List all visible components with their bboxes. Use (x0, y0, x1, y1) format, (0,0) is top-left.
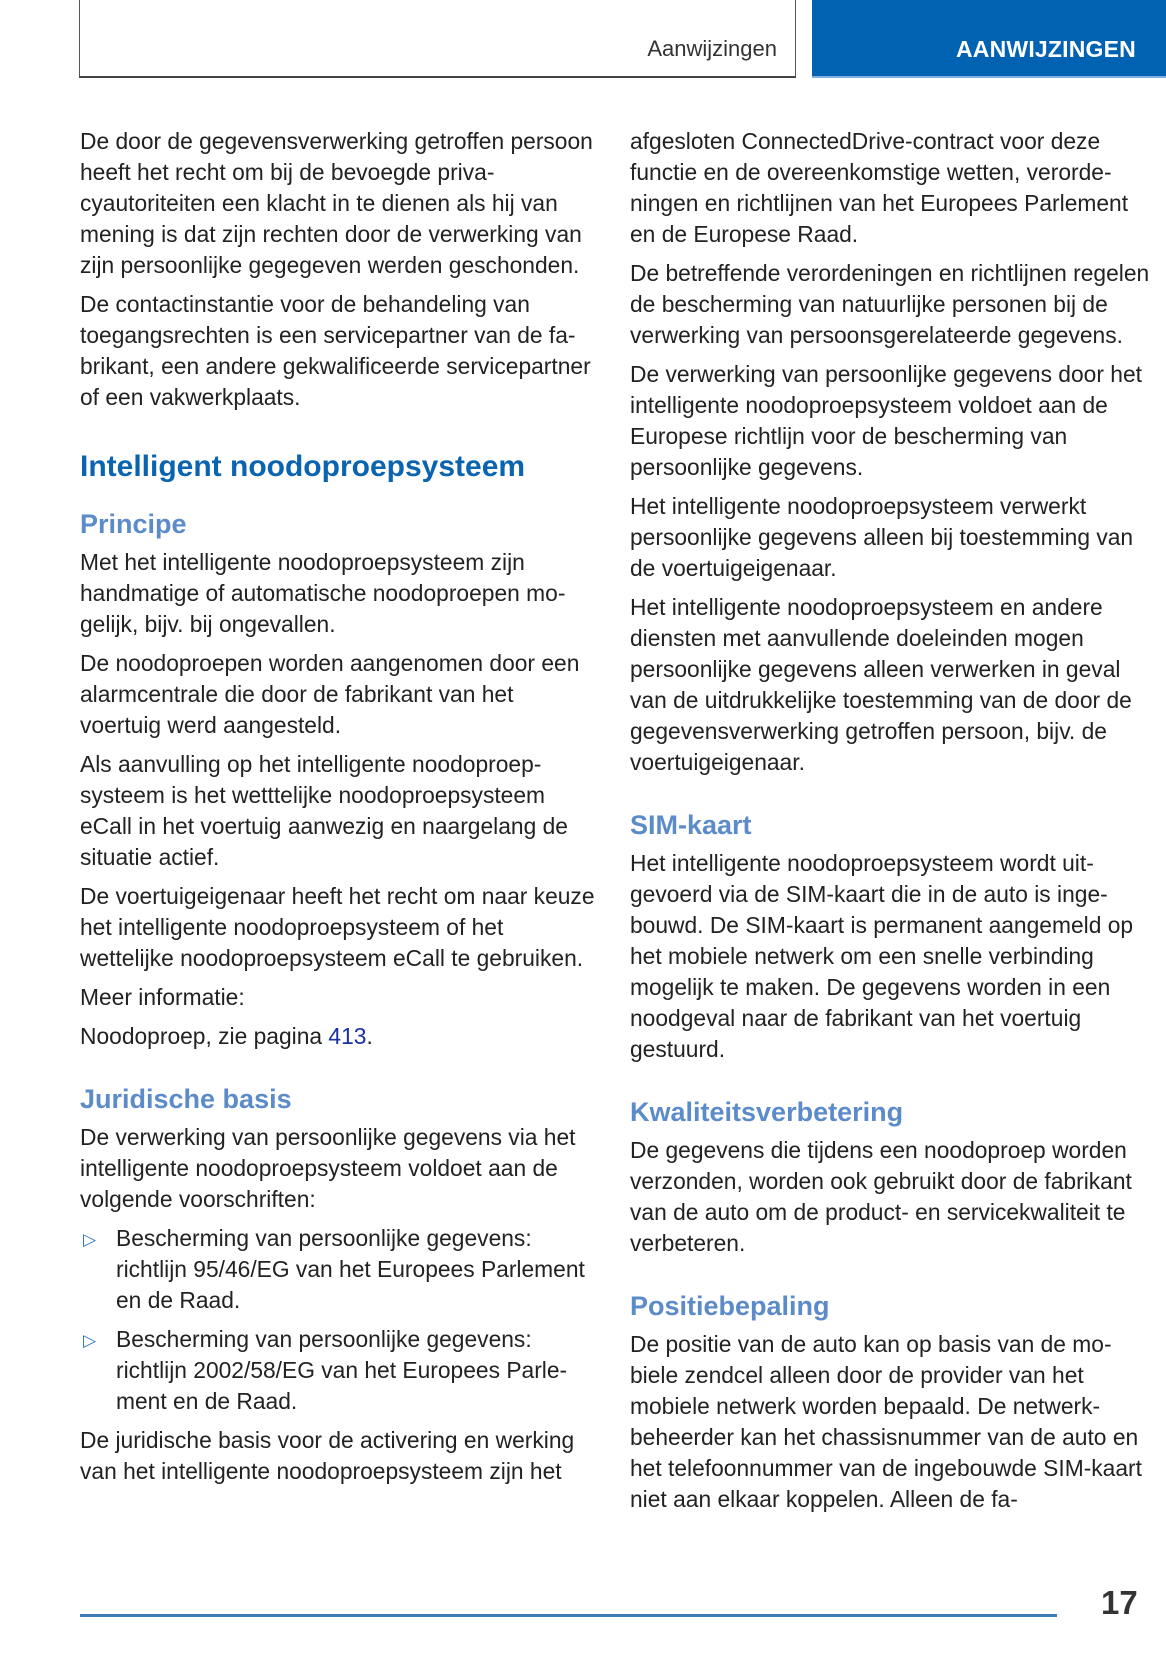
list-item-text: Bescherming van persoonlijke gegevens: richtlijn 95/46/EG van het Europees Parlement en de Raad. (116, 1225, 585, 1313)
paragraph: Het intelligente noodoproepsysteem wordt uitgevoerd via de SIM-kaart die in de auto is ingebouwd. De SIM-kaart is permanent aangemeld op het mobiele netwerk om een snelle verbinding mogelijk te maken. De gegevens worden in een noodgeval naar de fabrikant van het voertuig gestuurd. (630, 850, 1134, 1062)
reference-prefix: Noodoproep, zie pagina (80, 1023, 329, 1049)
paragraph: De door de gegevensverwerking getroffen persoon heeft het recht om bij de bevoegde privacyautoriteiten een klacht in te dienen als hij van mening is dat zijn rechten door de verwerking van zijn persoonlijke gegegeven werden geschonden. (80, 128, 593, 278)
left-column (80, 126, 595, 1495)
main-heading: Intelligent noodoproepsysteem (80, 450, 526, 483)
triangle-right-icon: ▷ (83, 1331, 97, 1350)
paragraph: De verwerking van persoonlijke gegevens door het intelligente noodoproepsysteem voldoet aan de Europese richtlijn voor de bescherming van persoonlijke gegevens. (630, 361, 1142, 480)
header-box (79, 0, 796, 78)
right-column (630, 126, 1150, 1523)
paragraph: De gegevens die tijdens een noodoproep worden verzonden, worden ook gebruikt door de fabrikant van de auto om de product- en servicekwaliteit te verbeteren. (630, 1137, 1132, 1256)
paragraph: De voertuigeigenaar heeft het recht om naar keuze het intelligente noodoproepsysteem of het wettelijke noodoproepsysteem eCall te gebruiken. (80, 883, 595, 971)
list-item (80, 1324, 595, 1417)
paragraph: De betreffende verordeningen en richtlijnen regelen de bescherming van natuurlijke personen bij de verwerking van persoonsgerelateerde gegevens. (630, 260, 1150, 348)
reference-suffix: . (366, 1023, 373, 1049)
section-label: Aanwijzingen (647, 36, 777, 61)
paragraph: De positie van de auto kan op basis van de mobiele zendcel alleen door de provider van het mobiele netwerk worden bepaald. De netwerkbeheerder kan het chassisnummer van de auto en het telefoonnummer van de ingebouwde SIM-kaart niet aan elkaar koppelen. Alleen de fa- (630, 1331, 1142, 1512)
subheading-juridische-basis: Juridische basis (80, 1084, 292, 1114)
subheading-principe: Principe (80, 509, 187, 539)
reference-paragraph (80, 1021, 595, 1052)
subheading-positiebepaling: Positiebepaling (630, 1291, 830, 1321)
paragraph: Het intelligente noodoproepsysteem verwerkt persoonlijke gegevens alleen bij toestemming van de voertuigeigenaar. (630, 493, 1134, 581)
paragraph: Het intelligente noodoproepsysteem en andere diensten met aanvullende doeleinden mogen persoonlijke gegevens alleen verwerken in geval van de uitdrukkelijke toestemming van de door de gegevensverwerking getroffen persoon, bijv. de voertuigeigenaar. (630, 594, 1132, 775)
paragraph: Als aanvulling op het intelligente noodoproepsysteem is het wetttelijke noodoproepsysteem eCall in het voertuig aanwezig en naargelang de situatie actief. (80, 751, 568, 870)
list-item-text: Bescherming van persoonlijke gegevens: richtlijn 2002/58/EG van het Europees Parlement en de Raad. (116, 1326, 568, 1414)
paragraph: De verwerking van persoonlijke gegevens via het intelligente noodoproepsysteem voldoet aan de volgende voorschriften: (80, 1124, 576, 1212)
page-number: 17 (1101, 1584, 1138, 1621)
triangle-right-icon: ▷ (83, 1230, 97, 1249)
paragraph: De noodoproepen worden aangenomen door een alarmcentrale die door de fabrikant van het voertuig werd aangesteld. (80, 650, 580, 738)
paragraph: De juridische basis voor de activering en werking van het intelligente noodoproepsysteem zijn het (80, 1427, 575, 1484)
paragraph: Met het intelligente noodoproepsysteem zijn handmatige of automatische noodoproepen mogelijk, bijv. bij ongevallen. (80, 549, 566, 637)
footer-divider (80, 1614, 1057, 1617)
chapter-tab[interactable] (812, 0, 1166, 78)
page-link[interactable]: 413 (328, 1023, 367, 1049)
chapter-tab-label: AANWIJZINGEN (955, 36, 1136, 62)
paragraph: Meer informatie: (80, 984, 245, 1010)
subheading-kwaliteitsverbetering: Kwaliteitsverbetering (630, 1097, 904, 1127)
list-item (80, 1223, 595, 1316)
paragraph: De contactinstantie voor de behandeling van toegangsrechten is een servicepartner van de fabrikant, een andere gekwalificeerde servicepartner of een vakwerkplaats. (80, 291, 591, 410)
regulations-list (80, 1223, 595, 1417)
subheading-sim-kaart: SIM-kaart (630, 810, 752, 840)
paragraph: afgesloten ConnectedDrive-contract voor deze functie en de overeenkomstige wetten, verordeningen en richtlijnen van het Europees Parlement en de Europese Raad. (630, 128, 1129, 247)
